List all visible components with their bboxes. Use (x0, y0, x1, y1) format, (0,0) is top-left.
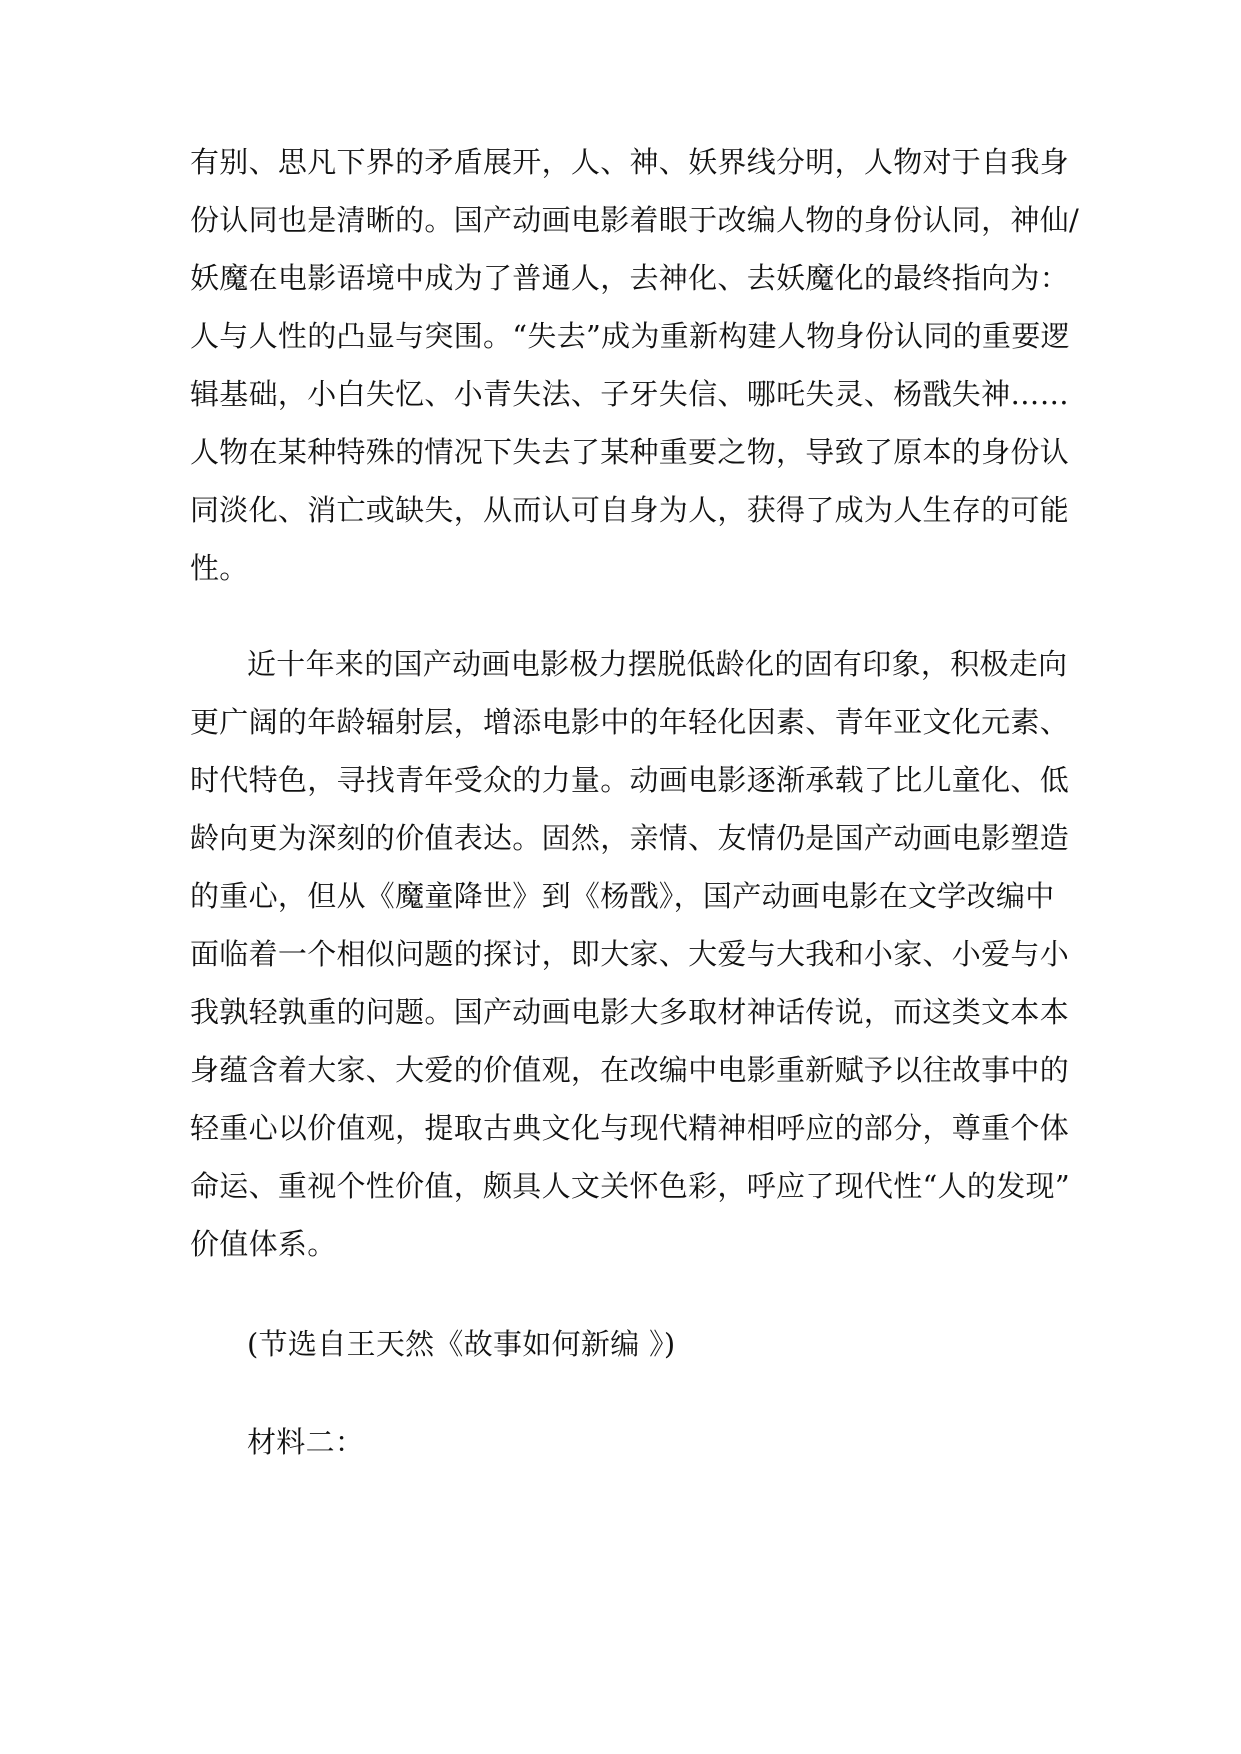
paragraph-1-line-2: 份认同也是清晰的。国产动画电影着眼于改编人物的身份认同，神仙/ (190, 203, 1080, 237)
paragraph-1-line-4: 人与人性的凸显与突围。“失去”成为重新构建人物身份认同的重要逻 (190, 319, 1070, 353)
material-two-heading: 材料二： (247, 1425, 365, 1459)
paragraph-2-line-10: 命运、重视个性价值，颇具人文关怀色彩，呼应了现代性“人的发现” (190, 1169, 1070, 1203)
paragraph-1-line-5: 辑基础，小白失忆、小青失法、子牙失信、哪吒失灵、杨戬失神…… (190, 377, 1070, 411)
source-note: (节选自王天然《故事如何新编 》) (247, 1327, 676, 1361)
paragraph-1-line-3: 妖魔在电影语境中成为了普通人，去神化、去妖魔化的最终指向为： (190, 261, 1070, 295)
paragraph-2-line-5: 的重心，但从《魔童降世》到《杨戬》，国产动画电影在文学改编中 (190, 879, 1055, 913)
paragraph-2-line-9: 轻重心以价值观，提取古典文化与现代精神相呼应的部分，尊重个体 (190, 1111, 1070, 1145)
paragraph-2-line-3: 时代特色，寻找青年受众的力量。动画电影逐渐承载了比儿童化、低 (190, 763, 1070, 797)
paragraph-1-line-7: 同淡化、消亡或缺失，从而认可自身为人，获得了成为人生存的可能 (190, 493, 1070, 527)
paragraph-1-line-6: 人物在某种特殊的情况下失去了某种重要之物，导致了原本的身份认 (190, 435, 1070, 469)
paragraph-1-line-1: 有别、思凡下界的矛盾展开，人、神、妖界线分明，人物对于自我身 (190, 145, 1070, 179)
paragraph-2-line-8: 身蕴含着大家、大爱的价值观，在改编中电影重新赋予以往故事中的 (190, 1053, 1070, 1087)
paragraph-1-line-8: 性。 (190, 551, 249, 585)
paragraph-2-line-4: 龄向更为深刻的价值表达。固然，亲情、友情仍是国产动画电影塑造 (190, 821, 1070, 855)
paragraph-2-line-7: 我孰轻孰重的问题。国产动画电影大多取材神话传说，而这类文本本 (190, 995, 1070, 1029)
paragraph-2-line-1: 近十年来的国产动画电影极力摆脱低龄化的固有印象，积极走向 (247, 647, 1068, 681)
paragraph-2-line-6: 面临着一个相似问题的探讨，即大家、大爱与大我和小家、小爱与小 (190, 937, 1070, 971)
paragraph-2-line-2: 更广阔的年龄辐射层，增添电影中的年轻化因素、青年亚文化元素、 (190, 705, 1070, 739)
paragraph-2-line-11: 价值体系。 (190, 1227, 337, 1261)
